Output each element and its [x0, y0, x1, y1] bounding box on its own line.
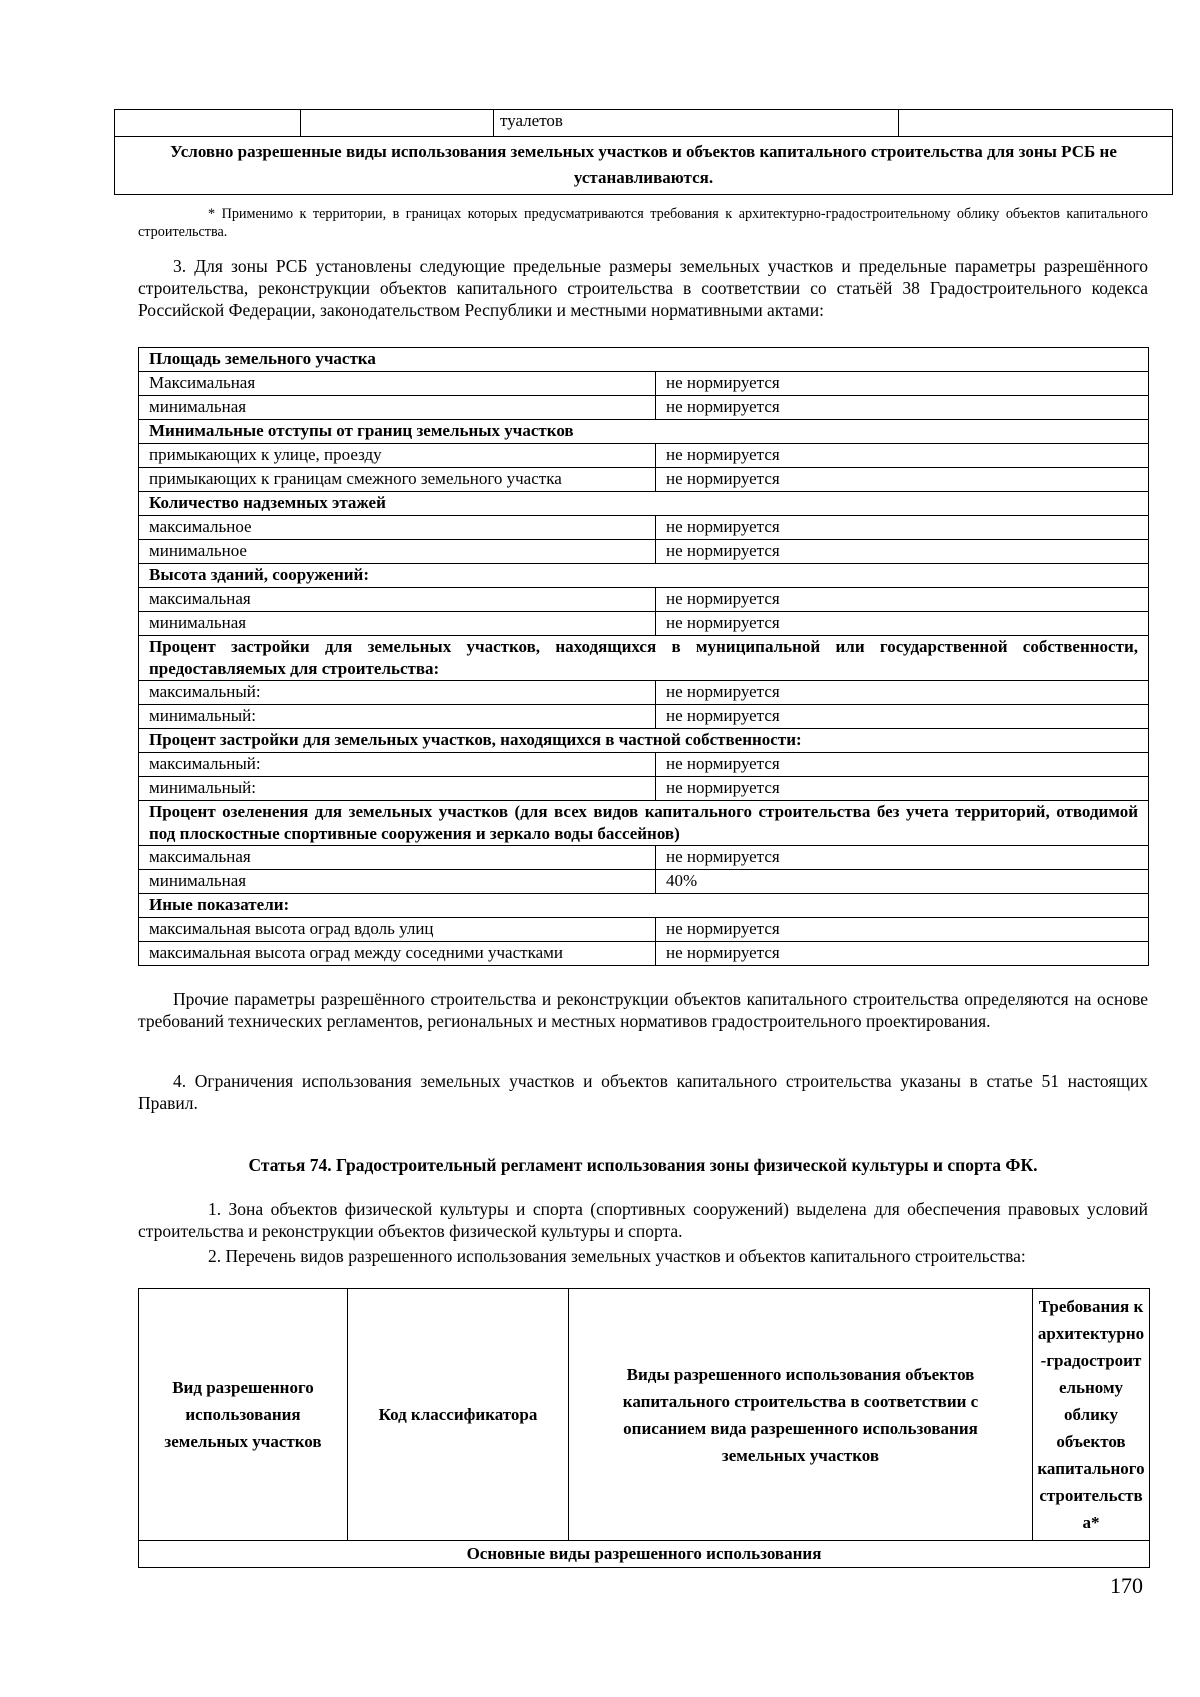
zone-paragraph-2: 2. Перечень видов разрешенного использования земельных участков и объектов капитального строительства:: [208, 1246, 1026, 1266]
param-value: не нормируется: [656, 918, 1149, 942]
section-heading: Процент озеленения для земельных участков (для всех видов капитального строительства без учета территорий, отводимой под плоскостные спортивные сооружения и зеркало воды бассейнов): [139, 801, 1149, 846]
column-header: Код классификатора: [348, 1289, 569, 1541]
param-label: минимальное: [139, 540, 656, 564]
table-row: [139, 681, 1149, 705]
section-heading: Минимальные отступы от границ земельных участков: [139, 420, 1149, 444]
param-value: не нормируется: [656, 396, 1149, 420]
param-label: максимальная: [139, 588, 656, 612]
param-value: не нормируется: [656, 612, 1149, 636]
param-label: минимальная: [139, 870, 656, 894]
table-row: [139, 396, 1149, 420]
table-header-row: [139, 1289, 1150, 1541]
param-label: максимальная высота оград вдоль улиц: [139, 918, 656, 942]
table-row: [139, 588, 1149, 612]
paragraph-4: 4. Ограничения использования земельных участков и объектов капитального строительства указаны в статье 51 настоящих Правил.: [138, 1071, 1148, 1113]
section-heading: Процент застройки для земельных участков, находящихся в частной собственности:: [139, 729, 1149, 753]
paragraph-3: 3. Для зоны РСБ установлены следующие предельные размеры земельных участков и предельные параметры разрешённого строительства, реконструкции объектов капитального строительства в соответствии со статьёй 38 Градостроительного кодекса Российской Федерации, законодательством Республики и местными нормативными актами:: [138, 256, 1148, 320]
zone-paragraph-1: 1. Зона объектов физической культуры и спорта (спортивных сооружений) выделена для обеспечения правовых условий строительства и реконструкции объектов физической культуры и спорта.: [138, 1199, 1148, 1241]
section-heading: Процент застройки для земельных участков, находящихся в муниципальной или государственной собственности, предоставляемых для строительства:: [139, 636, 1149, 681]
param-label: максимальное: [139, 516, 656, 540]
param-label: минимальный:: [139, 777, 656, 801]
table-row: [139, 918, 1149, 942]
table-row: [115, 110, 1173, 137]
param-value: 40%: [656, 870, 1149, 894]
article-title: Статья 74. Градостроительный регламент использования зоны физической культуры и спорта ФК.: [248, 1155, 1038, 1175]
param-value: не нормируется: [656, 540, 1149, 564]
table-row: [139, 1541, 1150, 1568]
section-heading: Иные показатели:: [139, 894, 1149, 918]
param-value: не нормируется: [656, 942, 1149, 966]
section-heading: Площадь земельного участка: [139, 348, 1149, 372]
table-cell: [301, 110, 494, 137]
param-value: не нормируется: [656, 753, 1149, 777]
column-header: Виды разрешенного использования объектов капитального строительства в соответствии с описанием вида разрешенного использования земельных участков: [569, 1289, 1033, 1541]
param-value: не нормируется: [656, 681, 1149, 705]
param-label: минимальная: [139, 396, 656, 420]
param-value: не нормируется: [656, 468, 1149, 492]
permitted-use-table: [138, 1288, 1150, 1568]
main-uses-section-heading: Основные виды разрешенного использования: [139, 1541, 1150, 1568]
param-label: максимальный:: [139, 753, 656, 777]
param-value: не нормируется: [656, 372, 1149, 396]
footnote: * Применимо к территории, в границах которых предусматриваются требования к архитектурно-градостроительному облику объектов капитального строительства.: [138, 206, 1148, 240]
table-row: [115, 137, 1173, 195]
table-row: [139, 612, 1149, 636]
table-row: [139, 444, 1149, 468]
conditional-use-note: Условно разрешенные виды использования земельных участков и объектов капитального строительства для зоны РСБ не устанавливаются.: [115, 137, 1173, 195]
param-label: максимальный:: [139, 681, 656, 705]
table-row: [139, 468, 1149, 492]
param-label: минимальный:: [139, 705, 656, 729]
table-cell: [115, 110, 301, 137]
column-header: Требования к архитектурно-градостроительному облику объектов капитального строительства*: [1033, 1289, 1150, 1541]
section-heading-row: [139, 894, 1149, 918]
parameters-table: [138, 347, 1149, 966]
other-parameters-paragraph: Прочие параметры разрешённого строительства и реконструкции объектов капитального строительства определяются на основе требований технических регламентов, региональных и местных нормативов градостроительного проектирования.: [138, 989, 1148, 1031]
table-row: [139, 372, 1149, 396]
param-value: не нормируется: [656, 444, 1149, 468]
table-cell: туалетов: [494, 110, 899, 137]
table-cell: [899, 110, 1173, 137]
param-value: не нормируется: [656, 846, 1149, 870]
param-label: максимальная: [139, 846, 656, 870]
table-row: [139, 705, 1149, 729]
section-heading: Высота зданий, сооружений:: [139, 564, 1149, 588]
param-value: не нормируется: [656, 705, 1149, 729]
section-heading: Количество надземных этажей: [139, 492, 1149, 516]
section-heading-row: [139, 729, 1149, 753]
page-number: 170: [1110, 1573, 1143, 1598]
param-label: Максимальная: [139, 372, 656, 396]
column-header: Вид разрешенного использования земельных участков: [139, 1289, 348, 1541]
table-row: [139, 870, 1149, 894]
param-label: примыкающих к улице, проезду: [139, 444, 656, 468]
table-row: [139, 540, 1149, 564]
param-value: не нормируется: [656, 588, 1149, 612]
table-row: [139, 846, 1149, 870]
param-value: не нормируется: [656, 777, 1149, 801]
section-heading-row: [139, 420, 1149, 444]
section-heading-row: [139, 492, 1149, 516]
section-heading-row: [139, 564, 1149, 588]
table-row: [139, 516, 1149, 540]
param-label: примыкающих к границам смежного земельного участка: [139, 468, 656, 492]
table-row: [139, 942, 1149, 966]
table-row: [139, 753, 1149, 777]
section-heading-row: [139, 348, 1149, 372]
param-label: минимальная: [139, 612, 656, 636]
param-value: не нормируется: [656, 516, 1149, 540]
section-heading-row: [139, 636, 1149, 681]
section-heading-row: [139, 801, 1149, 846]
previous-zone-table: [114, 109, 1173, 195]
table-row: [139, 777, 1149, 801]
param-label: максимальная высота оград между соседними участками: [139, 942, 656, 966]
